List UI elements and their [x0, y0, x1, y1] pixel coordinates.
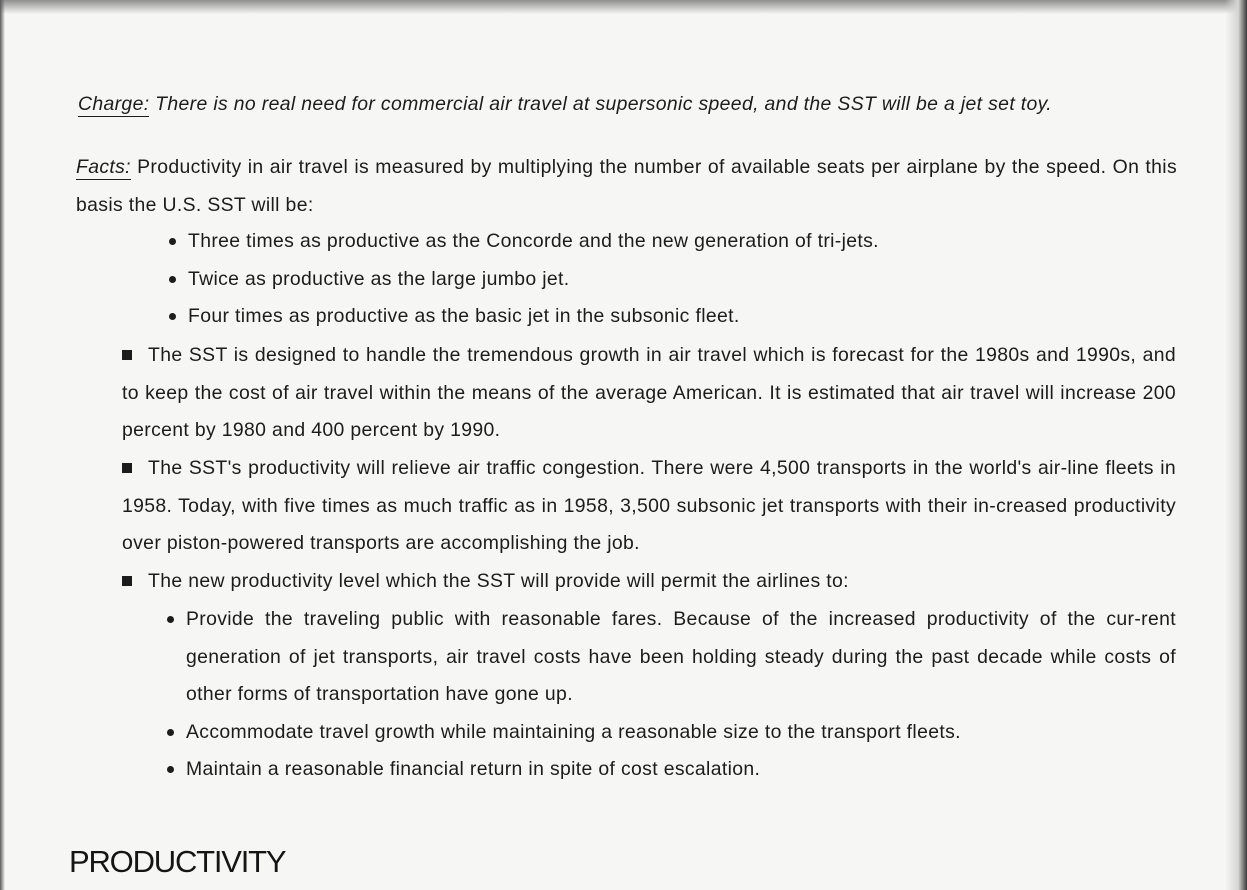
paragraph-text: The new productivity level which the SST will provide will permit the airlines to:	[148, 570, 849, 592]
list-item	[186, 714, 1176, 752]
charge-label: Charge:	[78, 93, 150, 115]
charge-text: There is no real need for commercial air travel at supersonic speed, and the SST will be a jet set toy.	[149, 93, 1053, 115]
square-bullet-icon	[122, 576, 132, 586]
paragraph-text: The SST's productivity will relieve air traffic congestion. There were 4,500 transports in the world's air-line fleets in 1958. Today, with five times as much traffic as in 1958, 3,500 subsonic jet transports with their in-creased productivity over piston-powered transports are accomplishing the job.	[122, 457, 1176, 554]
charge-statement	[78, 86, 1178, 124]
square-bullet-icon	[122, 350, 132, 360]
bullet-dot-icon	[167, 766, 174, 773]
list-item-text: Maintain a reasonable financial return in spite of cost escalation.	[186, 758, 761, 780]
list-item-text: Provide the traveling public with reasonable fares. Because of the increased productivity of the cur-rent generation of jet transports, air travel costs have been holding steady during the past decade while costs of other forms of transportation have gone up.	[186, 608, 1176, 705]
list-item	[188, 261, 1088, 299]
page-top-shadow	[0, 0, 1247, 14]
page-left-edge	[0, 0, 5, 890]
congestion-paragraph	[75, 450, 1176, 563]
airlines-paragraph	[75, 563, 1176, 601]
facts-text: Productivity in air travel is measured by multiplying the number of available seats per airplane by the speed. On this basis the U.S. SST will be:	[76, 156, 1177, 216]
list-item	[188, 298, 1088, 336]
paragraph-text: The SST is designed to handle the tremendous growth in air travel which is forecast for the 1980s and 1990s, and to keep the cost of air travel within the means of the average American. It is estimated that air travel will increase 200 percent by 1980 and 400 percent by 1990.	[122, 344, 1176, 441]
bullet-dot-icon	[169, 238, 176, 245]
bullet-dot-icon	[169, 313, 176, 320]
growth-paragraph	[75, 337, 1176, 450]
list-item	[186, 601, 1176, 714]
list-item-text: Accommodate travel growth while maintaining a reasonable size to the transport fleets.	[186, 720, 961, 743]
section-title: PRODUCTIVITY	[69, 844, 286, 879]
facts-intro	[76, 149, 1177, 224]
list-item-text: Twice as productive as the large jumbo jet.	[188, 267, 570, 290]
page-binding-edge	[1225, 0, 1247, 890]
bullet-dot-icon	[167, 729, 174, 736]
productivity-comparison-list	[188, 223, 1088, 336]
facts-label: Facts:	[76, 156, 131, 178]
airline-benefits-list	[186, 601, 1176, 789]
list-item	[186, 751, 1176, 789]
list-item-text: Four times as productive as the basic jet in the subsonic fleet.	[188, 305, 740, 327]
square-bullet-icon	[122, 463, 132, 473]
bullet-dot-icon	[167, 616, 174, 623]
list-item	[188, 223, 1088, 261]
list-item-text: Three times as productive as the Concorde and the new generation of tri-jets.	[188, 230, 879, 252]
bullet-dot-icon	[169, 276, 176, 283]
